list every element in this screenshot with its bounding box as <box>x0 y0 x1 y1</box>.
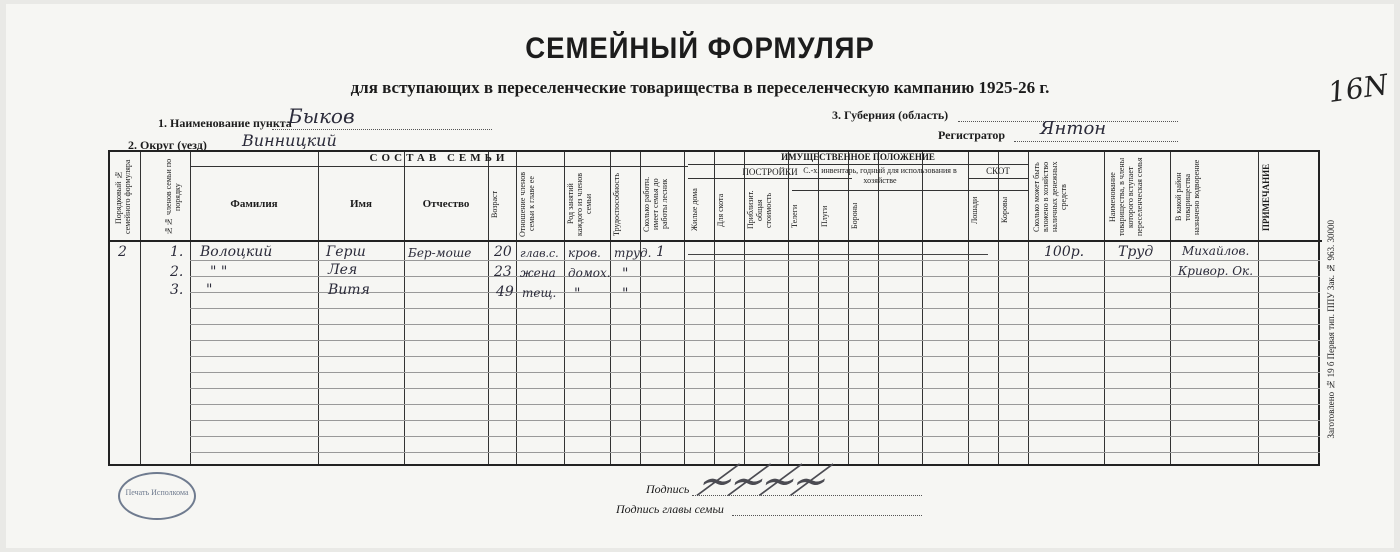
row1-name: Герш <box>326 244 366 260</box>
family-composition-header: СОСТАВ СЕМЬИ <box>369 152 509 164</box>
row2-relation: жена <box>520 266 556 280</box>
col-partnership-header: Наименование товарищества, в члены которого вступает переселенческая семья <box>1108 157 1144 237</box>
settlement-label: 1. Наименование пункта <box>158 116 292 130</box>
col-cows-header: Коровы <box>1000 196 1009 224</box>
head-signature-label: Подпись главы семьи <box>616 502 724 516</box>
col-cattle-shed-header: Для скота <box>716 193 725 227</box>
settlement-line <box>272 128 492 130</box>
registrar-value: Янтон <box>1040 118 1107 139</box>
district-label: 2. Округ (уезд) <box>128 138 207 152</box>
col-no-header: Порядковый № семейного формуляра <box>114 159 132 235</box>
row1-age: 20 <box>494 244 512 260</box>
registrar-label: Регистратор <box>938 128 1006 142</box>
col-occupation-header: Род занятий каждого из членов семьи <box>566 172 593 236</box>
col-remarks-header: ПРИМЕЧАНИЕ <box>1261 163 1271 231</box>
district-value: Винницкий <box>242 131 337 150</box>
row3-name: Витя <box>328 282 370 298</box>
row3-age: 49 <box>496 284 514 300</box>
row1-surname: Волоцкий <box>200 244 273 260</box>
col-ploughs-header: Плуги <box>820 205 829 227</box>
row2-name: Лея <box>328 262 358 278</box>
property-dashes <box>688 254 988 255</box>
row1-cash: 100р. <box>1044 244 1085 260</box>
head-signature-line <box>732 514 922 516</box>
inventory-header: С.-х. инвентарь, годный для использования в хозяйстве <box>803 166 957 185</box>
property-header: ИМУЩЕСТВЕННОЕ ПОЛОЖЕНИЕ <box>781 152 935 162</box>
row3-member: 3. <box>170 282 184 298</box>
registrar-line <box>1014 140 1178 142</box>
row1-workers: 1 <box>656 244 665 260</box>
province-label: 3. Губерния (область) <box>832 108 949 122</box>
col-horses-header: Лошади <box>970 196 979 224</box>
livestock-header: СКОТ <box>986 166 1010 176</box>
row1-relation: глав.с. <box>520 247 559 260</box>
row1-member: 1. <box>170 244 184 260</box>
row2-surname: " " <box>210 264 228 280</box>
printer-imprint: Заготовлено № 19 б Первая тип. ППУ Зак. № 963. 30000 <box>1326 220 1336 439</box>
col-carts-header: Телеги <box>790 204 799 228</box>
col-capacity-header: Трудоспособность <box>612 172 621 236</box>
col-name-header: Имя <box>350 198 372 210</box>
row1-partnership: Труд <box>1118 244 1154 260</box>
row1-region: Михайлов. <box>1182 244 1250 258</box>
signature-label: Подпись <box>646 482 690 496</box>
family-table <box>108 150 1320 466</box>
col-cash-header: Сколько может быть вложено в хозяйство наличных денежных средств <box>1032 161 1068 233</box>
registrar-signature: ≁≁≁≁ <box>693 456 831 505</box>
col-region-header: В какой район товарищества назначено водворение <box>1174 159 1201 235</box>
row1-capacity: труд. <box>614 246 652 260</box>
col-age-header: Возраст <box>490 190 499 218</box>
row3-surname: " <box>206 282 213 298</box>
row1-occupation: кров. <box>568 246 601 260</box>
row3-relation: тещ. <box>522 286 557 300</box>
stamp-text: Печать Исполкома <box>125 488 189 497</box>
document-subtitle: для вступающих в переселенческие товарищества в переселенческую кампанию 1925-26 г. <box>350 78 1050 97</box>
row2-region: Кривор. Ок. <box>1178 264 1254 278</box>
row2-age: 23 <box>494 264 512 280</box>
col-surname-header: Фамилия <box>230 198 278 210</box>
col-workers-header: Сколько работн. имеет семья до работы лесник <box>642 176 669 232</box>
col-harrows-header: Бороны <box>850 202 859 230</box>
row3-capacity: " <box>622 286 629 302</box>
row1-no: 2 <box>118 244 127 260</box>
row3-occupation: " <box>574 286 581 302</box>
col-dwelling-header: Жилые дома <box>690 188 699 232</box>
col-member-no-header: №№ членов семьи по порядку <box>164 158 182 236</box>
row2-member: 2. <box>170 264 184 280</box>
settlement-value: Быков <box>288 104 355 128</box>
col-patronymic-header: Отчество <box>422 198 470 210</box>
row1-patronymic: Бер-моше <box>408 246 472 260</box>
seal-stamp <box>118 472 196 520</box>
row2-occupation: домох. <box>568 266 611 280</box>
col-relation-header: Отношение членов семьи к главе ее <box>518 171 536 237</box>
row2-capacity: " <box>622 266 629 282</box>
col-approx-value-header: Приблизит. общая стоимость <box>746 190 773 230</box>
document-title: СЕМЕЙНЫЙ ФОРМУЛЯР <box>525 32 875 65</box>
buildings-header: ПОСТРОЙКИ <box>742 167 798 177</box>
folio-number: 16N <box>1325 67 1391 110</box>
